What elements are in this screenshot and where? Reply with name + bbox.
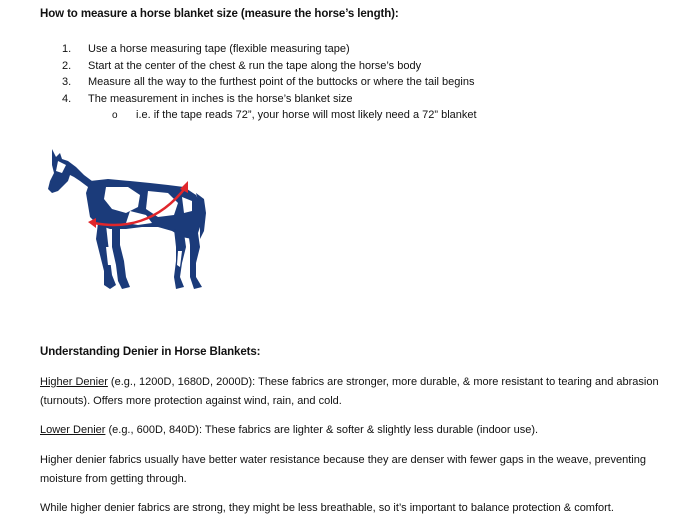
sub-note-text: i.e. if the tape reads 72”, your horse will most likely need a 72” blanket xyxy=(136,109,477,121)
step-text: Use a horse measuring tape (flexible measuring tape) xyxy=(88,43,350,55)
denier-heading: Understanding Denier in Horse Blankets: xyxy=(40,346,261,358)
step-text: Start at the center of the chest & run the tape along the horse’s body xyxy=(88,59,422,72)
list-item xyxy=(62,91,474,108)
measure-steps-list xyxy=(62,41,474,107)
sub-bullet: o xyxy=(112,110,118,121)
water-resistance-paragraph: Higher denier fabrics usually have better water resistance because they are denser with fewer gaps in the weave, preventing moisture from getting through. xyxy=(40,454,646,485)
horse-measurement-icon xyxy=(46,147,208,293)
higher-denier-paragraph xyxy=(40,373,670,411)
higher-denier-term: Higher Denier xyxy=(40,376,108,388)
lower-denier-text: (e.g., 600D, 840D): These fabrics are lighter & softer & slightly less durable (indoor use). xyxy=(105,424,539,436)
step-number: 1. xyxy=(62,43,72,55)
horse-silhouette xyxy=(48,149,206,289)
step-number: 3. xyxy=(62,76,72,88)
step-number: 4. xyxy=(62,92,72,105)
measure-heading: How to measure a horse blanket size (measure the horse’s length): xyxy=(40,8,399,20)
list-item xyxy=(62,74,474,91)
sub-note xyxy=(112,107,477,124)
higher-denier-text: (e.g., 1200D, 1680D, 2000D): These fabrics are stronger, more durable, & more resistant to tearing and abrasion (turnouts). Offers more protection against wind, rain, and cold. xyxy=(40,376,659,407)
list-item xyxy=(62,58,474,75)
step-text: Measure all the way to the furthest point of the buttocks or where the tail begins xyxy=(88,76,475,88)
balance-paragraph: While higher denier fabrics are strong, they might be less breathable, so it’s important to balance protection & comfort. xyxy=(40,502,614,514)
lower-denier-paragraph xyxy=(40,421,670,440)
step-text: The measurement in inches is the horse’s blanket size xyxy=(88,92,353,105)
lower-denier-term: Lower Denier xyxy=(40,424,106,436)
list-item xyxy=(62,41,474,58)
step-number: 2. xyxy=(62,59,72,72)
